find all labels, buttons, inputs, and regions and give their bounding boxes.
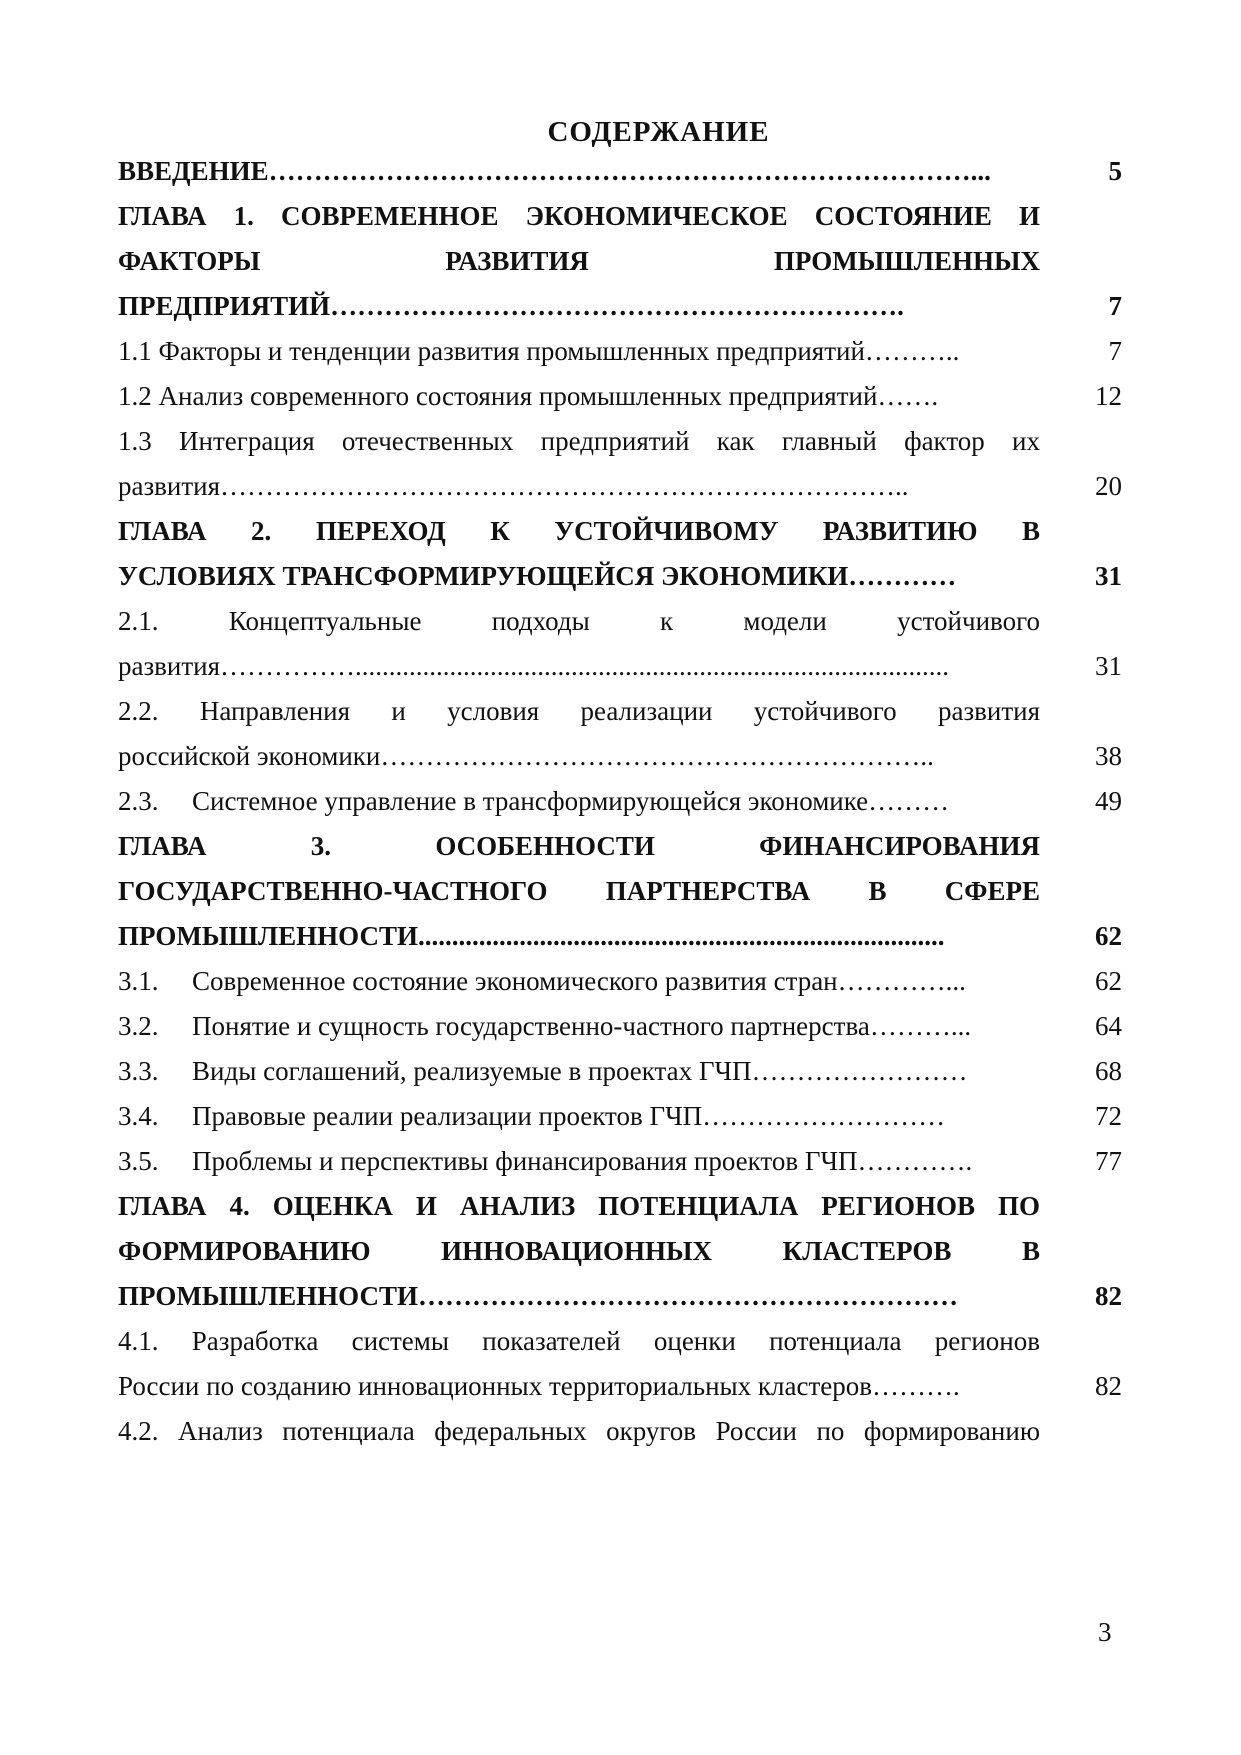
toc-section-1-3-line-2[interactable]	[118, 461, 1122, 511]
toc-entry-text: России по созданию инновационных территориальных кластеров……….	[118, 1371, 960, 1401]
toc-chapter-1-line-1[interactable]	[118, 191, 1118, 241]
toc-entry-introduction[interactable]	[118, 146, 1122, 196]
toc-section-3-5[interactable]	[118, 1136, 1122, 1186]
toc-section-number: 2.3.	[118, 786, 159, 816]
toc-page-number: 31	[1095, 651, 1122, 681]
toc-page-number: 20	[1095, 471, 1122, 501]
toc-entry-text: 2.2. Направления и условия реализации устойчивого развития	[118, 696, 1040, 726]
toc-section-2-2-line-2[interactable]	[118, 731, 1122, 781]
toc-entry-text: ПРЕДПРИЯТИЙ……………………………………………………….	[118, 291, 904, 321]
toc-entry-text: 1.3 Интеграция отечественных предприятий как главный фактор их	[118, 426, 1040, 456]
toc-entry-text: 1.2 Анализ современного состояния промышленных предприятий…….	[118, 381, 939, 411]
toc-entry-text	[118, 1001, 1040, 1051]
toc-section-1-1[interactable]	[118, 326, 1122, 376]
toc-section-4-1-line-1[interactable]	[118, 1316, 1118, 1366]
toc-entry-text: 2.1. Концептуальные подходы к модели устойчивого	[118, 606, 1040, 636]
toc-page-number: 62	[1095, 921, 1122, 951]
toc-chapter-2-line-1[interactable]	[118, 506, 1118, 556]
toc-entry-text: 4.1. Разработка системы показателей оценки потенциала регионов	[118, 1326, 1040, 1356]
toc-section-title: Понятие и сущность государственно-частного партнерства………...	[192, 1011, 972, 1041]
toc-section-3-2[interactable]	[118, 1001, 1122, 1051]
toc-section-3-1[interactable]	[118, 956, 1122, 1006]
toc-page-number: 62	[1095, 966, 1122, 996]
toc-chapter-3-line-3[interactable]	[118, 911, 1122, 961]
toc-entry-text	[118, 1091, 1040, 1141]
toc-section-4-2-line-1[interactable]	[118, 1406, 1118, 1456]
toc-entry-text: ГЛАВА 2. ПЕРЕХОД К УСТОЙЧИВОМУ РАЗВИТИЮ В	[118, 516, 1040, 546]
toc-entry-text: ФАКТОРЫ РАЗВИТИЯ ПРОМЫШЛЕННЫХ	[118, 246, 1040, 276]
toc-section-title: Проблемы и перспективы финансирования проектов ГЧП………….	[192, 1146, 973, 1176]
toc-entry-text: ПРОМЫШЛЕННОСТИ..............................................................................	[118, 921, 945, 951]
page-title: СОДЕРЖАНИЕ	[547, 116, 770, 148]
toc-entry-text: 4.2. Анализ потенциала федеральных округов России по формированию	[118, 1416, 1040, 1446]
toc-section-4-1-line-2[interactable]	[118, 1361, 1122, 1411]
toc-section-title: Системное управление в трансформирующейся экономике………	[192, 786, 950, 816]
toc-entry-text: ГЛАВА 1. СОВРЕМЕННОЕ ЭКОНОМИЧЕСКОЕ СОСТОЯНИЕ И	[118, 201, 1040, 231]
toc-entry-text: 1.1 Факторы и тенденции развития промышленных предприятий………..	[118, 336, 960, 366]
toc-chapter-4-line-2[interactable]	[118, 1226, 1118, 1276]
toc-page-number: 7	[1108, 291, 1122, 321]
toc-entry-text: ГЛАВА 4. ОЦЕНКА И АНАЛИЗ ПОТЕНЦИАЛА РЕГИОНОВ ПО	[118, 1191, 1040, 1221]
toc-page-number: 7	[1108, 336, 1122, 366]
toc-page-number: 64	[1095, 1011, 1122, 1041]
toc-page-number: 5	[1108, 156, 1122, 186]
toc-section-number: 3.3.	[118, 1056, 159, 1086]
toc-page-number: 49	[1095, 786, 1122, 816]
toc-entry-text	[118, 776, 1040, 826]
toc-chapter-2-line-2[interactable]	[118, 551, 1122, 601]
toc-chapter-1-line-2[interactable]	[118, 236, 1118, 286]
toc-entry-text: ГОСУДАРСТВЕННО-ЧАСТНОГО ПАРТНЕРСТВА В СФЕРЕ	[118, 876, 1040, 906]
toc-section-number: 3.2.	[118, 1011, 159, 1041]
toc-chapter-3-line-1[interactable]	[118, 821, 1118, 871]
toc-entry-text: развития…………………………………………………………………..	[118, 471, 909, 501]
toc-page-number: 38	[1095, 741, 1122, 771]
toc-page-number: 68	[1095, 1056, 1122, 1086]
toc-section-1-3-line-1[interactable]	[118, 416, 1118, 466]
toc-page-number: 12	[1095, 381, 1122, 411]
toc-entry-text	[118, 1046, 1040, 1096]
toc-chapter-4-line-3[interactable]	[118, 1271, 1122, 1321]
toc-entry-text	[118, 1136, 1040, 1186]
toc-page-number: 82	[1095, 1281, 1122, 1311]
toc-section-title: Современное состояние экономического развития стран…………...	[192, 966, 966, 996]
toc-page-number: 82	[1095, 1371, 1122, 1401]
toc-entry-text: УСЛОВИЯХ ТРАНСФОРМИРУЮЩЕЙСЯ ЭКОНОМИКИ…………	[118, 561, 957, 591]
toc-page-number: 31	[1095, 561, 1122, 591]
toc-entry-text: российской экономики……………………………………………………..	[118, 741, 934, 771]
toc-section-3-3[interactable]	[118, 1046, 1122, 1096]
toc-section-number: 3.4.	[118, 1101, 159, 1131]
toc-section-1-2[interactable]	[118, 371, 1122, 421]
toc-section-2-1-line-2[interactable]	[118, 641, 1122, 691]
toc-chapter-3-line-2[interactable]	[118, 866, 1118, 916]
toc-chapter-4-line-1[interactable]	[118, 1181, 1118, 1231]
toc-page-number: 72	[1095, 1101, 1122, 1131]
toc-entry-text: ПРОМЫШЛЕННОСТИ……………………………………………………	[118, 1281, 958, 1311]
toc-page-number: 77	[1095, 1146, 1122, 1176]
toc-section-2-2-line-1[interactable]	[118, 686, 1118, 736]
toc-section-number: 3.5.	[118, 1146, 159, 1176]
toc-section-title: Виды соглашений, реализуемые в проектах ГЧП……………………	[192, 1056, 968, 1086]
toc-entry-text: ВВЕДЕНИЕ……………………………………………………………………...	[118, 156, 991, 186]
page-number: 3	[1098, 1617, 1112, 1647]
toc-section-3-4[interactable]	[118, 1091, 1122, 1141]
toc-entry-text: развития……………........................................................................................	[118, 651, 950, 681]
toc-section-title: Правовые реалии реализации проектов ГЧП………………………	[192, 1101, 946, 1131]
toc-chapter-1-line-3[interactable]	[118, 281, 1122, 331]
toc-entry-text	[118, 956, 1040, 1006]
toc-entry-text: ГЛАВА 3. ОСОБЕННОСТИ ФИНАНСИРОВАНИЯ	[118, 831, 1040, 861]
toc-entry-text: ФОРМИРОВАНИЮ ИННОВАЦИОННЫХ КЛАСТЕРОВ В	[118, 1236, 1040, 1266]
toc-section-2-3[interactable]	[118, 776, 1122, 826]
toc-section-number: 3.1.	[118, 966, 159, 996]
toc-section-2-1-line-1[interactable]	[118, 596, 1118, 646]
